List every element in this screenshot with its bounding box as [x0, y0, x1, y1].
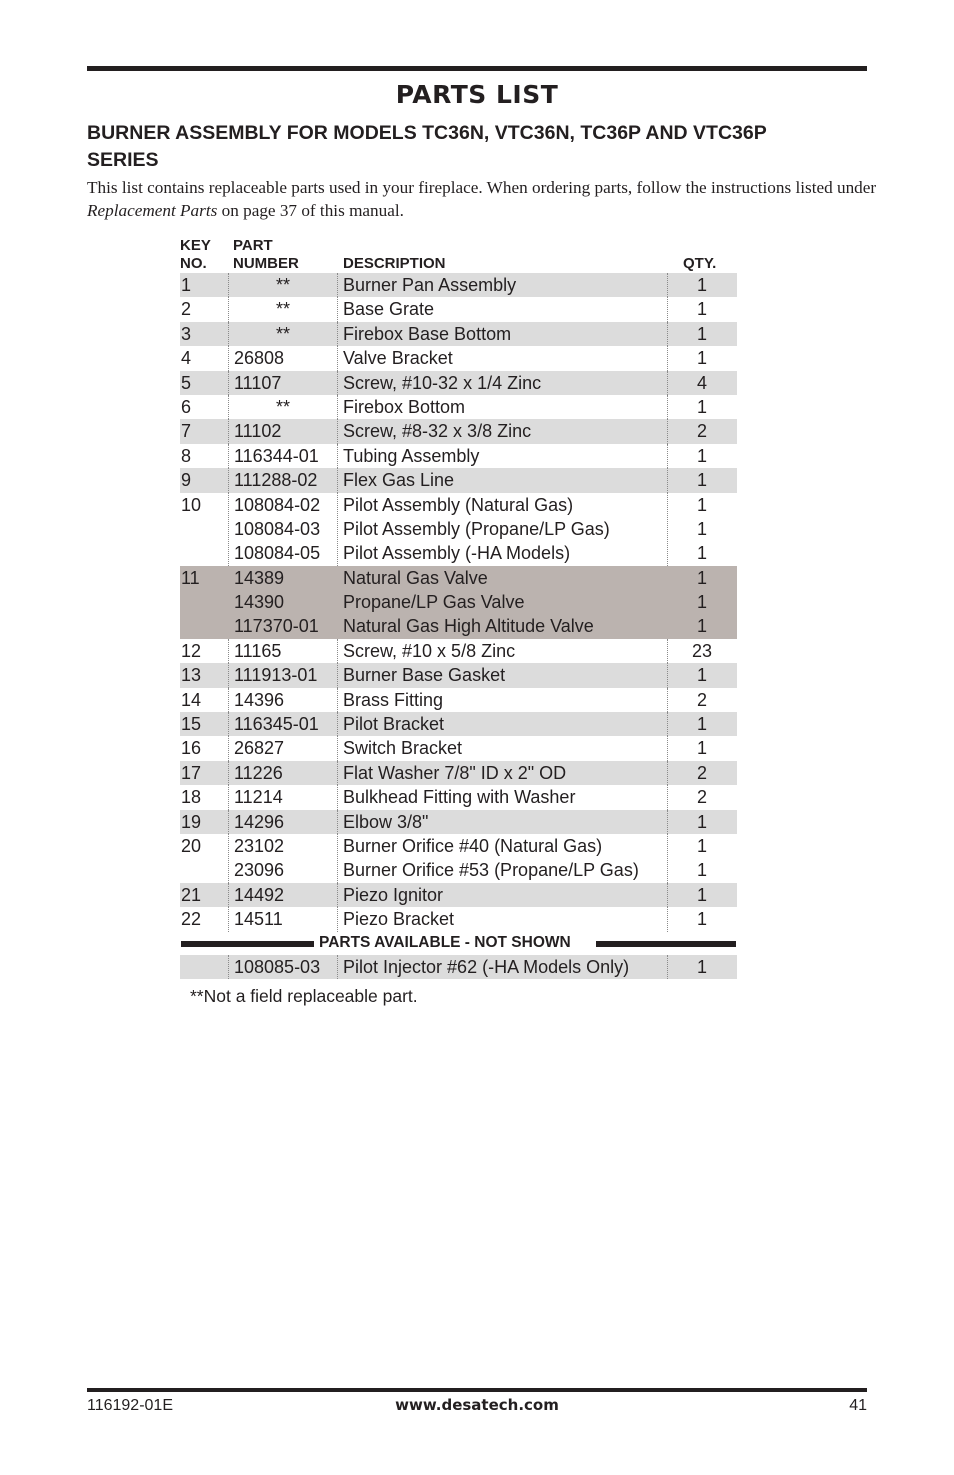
description-cell: Valve Bracket: [343, 348, 453, 369]
part-number-cell: 108084-02: [234, 494, 321, 515]
header-description: DESCRIPTION: [343, 255, 446, 272]
qty-cell: 1: [696, 714, 707, 735]
bottom-rule: [87, 1388, 867, 1392]
description-cell: Screw, #10-32 x 1/4 Zinc: [343, 372, 542, 393]
key-no-cell: 18: [181, 787, 202, 808]
description-cell: Brass Fitting: [343, 689, 444, 710]
key-no-cell: 5: [181, 372, 192, 393]
table-row-group: [180, 907, 737, 931]
qty-cell: 23: [691, 640, 713, 661]
table-row: [180, 834, 737, 858]
part-number-cell: 14296: [234, 811, 285, 832]
table-row: [180, 639, 737, 663]
qty-cell: 1: [696, 811, 707, 832]
key-no-cell: 11: [181, 567, 200, 588]
table-row: [180, 566, 737, 590]
table-row-group: [180, 883, 737, 907]
table-row-group: [180, 444, 737, 468]
key-no-cell: 19: [181, 811, 202, 832]
table-row-group: [180, 810, 737, 834]
part-number-cell: 117370-01: [234, 616, 319, 637]
qty-cell: 1: [696, 592, 707, 613]
table-row-group: [180, 419, 737, 443]
description-cell: Burner Pan Assembly: [343, 275, 517, 295]
key-no-cell: 8: [181, 445, 192, 466]
description-cell: Screw, #8-32 x 3/8 Zinc: [343, 421, 532, 442]
part-number-cell: **: [276, 275, 291, 295]
table-row-group: [180, 761, 737, 785]
part-number-cell: 108085-03: [234, 956, 321, 977]
page-number: 41: [849, 1397, 867, 1414]
part-number-cell: 11107: [234, 372, 282, 393]
table-header: [180, 233, 737, 273]
part-number-cell: 11165: [234, 640, 282, 661]
key-no-cell: 13: [181, 665, 202, 686]
table-row: [180, 468, 737, 492]
description-cell: Pilot Assembly (Natural Gas): [343, 494, 574, 515]
key-no-cell: 4: [181, 348, 192, 369]
key-no-cell: 6: [181, 396, 192, 417]
divider-bar-left: [181, 941, 314, 947]
parts-available-divider: [180, 932, 737, 955]
description-cell: Base Grate: [343, 299, 435, 320]
table-row: [180, 736, 737, 760]
qty-cell: 1: [696, 470, 707, 491]
description-cell: Elbow 3/8": [343, 811, 429, 832]
key-no-cell: 22: [181, 909, 202, 930]
qty-cell: 1: [696, 956, 707, 977]
description-cell: Burner Base Gasket: [343, 665, 506, 686]
table-body: [180, 273, 737, 932]
description-cell: Pilot Injector #62 (-HA Models Only): [343, 956, 630, 977]
qty-cell: 1: [696, 396, 707, 417]
description-cell: Natural Gas High Altitude Valve: [343, 616, 594, 637]
description-cell: Piezo Ignitor: [343, 884, 444, 905]
table-row: [180, 371, 737, 395]
table-row-group: [180, 955, 737, 979]
intro-paragraph: [87, 176, 877, 222]
table-row-group: [180, 273, 737, 297]
table-row: [180, 541, 737, 565]
qty-cell: 2: [696, 421, 707, 442]
description-cell: Flex Gas Line: [343, 470, 455, 491]
available-parts-body: [180, 955, 737, 979]
parts-table: [180, 233, 737, 979]
key-no-cell: 1: [181, 275, 192, 295]
part-number-cell: 14511: [234, 909, 283, 930]
description-cell: Pilot Assembly (-HA Models): [343, 543, 571, 564]
table-row-group: [180, 297, 737, 321]
table-row-group: [180, 493, 737, 566]
header-part-number: [233, 237, 299, 273]
qty-cell: 1: [696, 738, 707, 759]
part-number-cell: 14396: [234, 689, 285, 710]
description-cell: Propane/LP Gas Valve: [343, 592, 525, 613]
description-cell: Pilot Bracket: [343, 714, 445, 735]
description-cell: Firebox Bottom: [343, 396, 466, 417]
qty-cell: 1: [696, 348, 707, 369]
intro-text-1: This list contains replaceable parts used in your fireplace. When ordering parts, follow the instructions listed under: [87, 178, 877, 197]
table-row: [180, 614, 737, 638]
table-row: [180, 395, 737, 419]
qty-cell: 2: [696, 762, 707, 783]
description-cell: Burner Orifice #40 (Natural Gas): [343, 835, 603, 856]
table-row: [180, 858, 737, 882]
key-no-cell: 12: [181, 640, 202, 661]
part-number-cell: 23102: [234, 835, 285, 856]
part-number-cell: 108084-03: [234, 518, 321, 539]
part-number-cell: 108084-05: [234, 543, 321, 564]
part-number-cell: 111913-01: [234, 665, 318, 686]
qty-cell: 1: [696, 567, 707, 588]
key-no-cell: 20: [181, 835, 202, 856]
replacement-parts-reference: Replacement Parts: [87, 201, 218, 220]
description-cell: Burner Orifice #53 (Propane/LP Gas): [343, 860, 639, 881]
section-heading-line1: BURNER ASSEMBLY FOR MODELS TC36N, VTC36N, TC36P AND VTC36P: [87, 122, 767, 144]
table-row: [180, 273, 737, 297]
description-cell: Piezo Bracket: [343, 909, 455, 930]
key-no-cell: 2: [181, 299, 192, 320]
key-no-cell: 3: [181, 323, 192, 344]
header-key-line2: NO.: [180, 255, 207, 272]
qty-cell: 1: [696, 909, 707, 930]
header-part-line2: NUMBER: [233, 255, 299, 272]
table-row-group: [180, 639, 737, 663]
header-qty: QTY.: [683, 255, 717, 272]
table-row-group: [180, 468, 737, 492]
table-row: [180, 883, 737, 907]
description-cell: Pilot Assembly (Propane/LP Gas): [343, 518, 610, 539]
description-cell: Firebox Base Bottom: [343, 323, 512, 344]
table-row: [180, 346, 737, 370]
description-cell: Bulkhead Fitting with Washer: [343, 787, 576, 808]
table-row: [180, 688, 737, 712]
table-row-group: [180, 688, 737, 712]
description-cell: Flat Washer 7/8" ID x 2" OD: [343, 762, 567, 783]
table-row-group: [180, 736, 737, 760]
part-number-cell: 116345-01: [234, 714, 319, 735]
part-number-cell: **: [276, 299, 291, 320]
table-row: [180, 493, 737, 517]
table-row-group: [180, 322, 737, 346]
description-cell: Natural Gas Valve: [343, 567, 488, 588]
qty-cell: 1: [696, 543, 707, 564]
qty-cell: 2: [696, 787, 707, 808]
qty-cell: 1: [696, 835, 707, 856]
qty-cell: 1: [696, 445, 707, 466]
key-no-cell: 10: [181, 494, 202, 515]
part-number-cell: 26808: [234, 348, 285, 369]
table-row: [180, 517, 737, 541]
part-number-cell: 14390: [234, 592, 285, 613]
key-no-cell: 9: [181, 470, 192, 491]
table-row: [180, 955, 737, 979]
table-row-group: [180, 712, 737, 736]
table-row-group: [180, 663, 737, 687]
part-number-cell: **: [276, 323, 291, 344]
part-number-cell: 23096: [234, 860, 285, 881]
table-row: [180, 444, 737, 468]
document-number: 116192-01E: [87, 1397, 173, 1414]
qty-cell: 1: [696, 884, 707, 905]
description-cell: Screw, #10 x 5/8 Zinc: [343, 640, 516, 661]
part-number-cell: **: [276, 396, 291, 417]
part-number-cell: 116344-01: [234, 445, 319, 466]
part-number-cell: 26827: [234, 738, 285, 759]
table-row: [180, 663, 737, 687]
key-no-cell: 14: [181, 689, 202, 710]
table-row-group: [180, 785, 737, 809]
qty-cell: 4: [696, 372, 707, 393]
table-row: [180, 712, 737, 736]
qty-cell: 1: [696, 275, 707, 295]
table-row: [180, 297, 737, 321]
intro-text-2: on page 37 of this manual.: [217, 201, 404, 220]
part-number-cell: 11226: [234, 762, 283, 783]
table-row: [180, 785, 737, 809]
table-row: [180, 907, 737, 931]
divider-bar-right: [596, 941, 736, 947]
header-key-no: [180, 237, 211, 273]
header-part-line1: PART: [233, 237, 273, 254]
part-number-cell: 14492: [234, 884, 285, 905]
qty-cell: 1: [696, 665, 707, 686]
table-row-group: [180, 395, 737, 419]
key-no-cell: 17: [181, 762, 202, 783]
footnote: **Not a field replaceable part.: [190, 986, 418, 1006]
top-rule: [87, 66, 867, 71]
table-row-group: [180, 566, 737, 639]
qty-cell: 1: [696, 616, 707, 637]
description-cell: Tubing Assembly: [343, 445, 480, 466]
key-no-cell: 16: [181, 738, 202, 759]
parts-available-heading: PARTS AVAILABLE - NOT SHOWN: [319, 933, 571, 951]
table-row-group: [180, 346, 737, 370]
part-number-cell: 11102: [234, 421, 282, 442]
qty-cell: 1: [696, 299, 707, 320]
qty-cell: 1: [696, 323, 707, 344]
part-number-cell: 11214: [234, 787, 283, 808]
table-row: [180, 761, 737, 785]
website-link[interactable]: www.desatech.com: [395, 1396, 559, 1414]
qty-cell: 1: [696, 494, 707, 515]
page-title: PARTS LIST: [395, 80, 559, 109]
section-heading: [87, 120, 877, 174]
qty-cell: 1: [696, 860, 707, 881]
header-key-line1: KEY: [180, 237, 211, 254]
qty-cell: 2: [696, 689, 707, 710]
table-row-group: [180, 834, 737, 883]
part-number-cell: 14389: [234, 567, 285, 588]
key-no-cell: 21: [181, 884, 202, 905]
qty-cell: 1: [696, 518, 707, 539]
table-row-group: [180, 371, 737, 395]
key-no-cell: 15: [181, 714, 202, 735]
table-row: [180, 810, 737, 834]
table-row: [180, 590, 737, 614]
part-number-cell: 111288-02: [234, 470, 318, 491]
table-row: [180, 322, 737, 346]
section-heading-line2: SERIES: [87, 149, 159, 171]
key-no-cell: 7: [181, 421, 192, 442]
table-row: [180, 419, 737, 443]
description-cell: Switch Bracket: [343, 738, 463, 759]
